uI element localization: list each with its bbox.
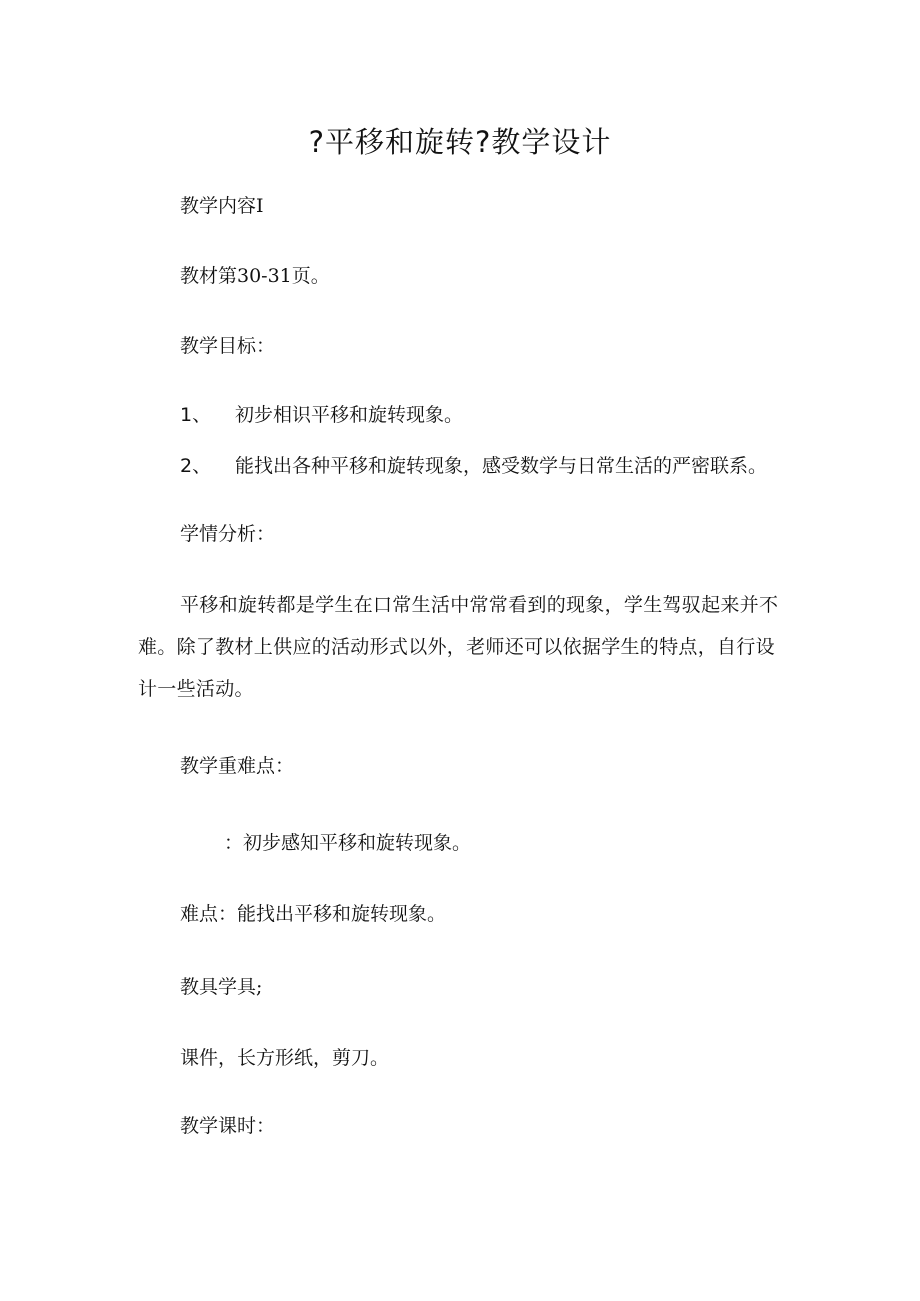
- objective-text: 能找出各种平移和旋转现象，感受数学与日常生活的严密联系。: [235, 455, 768, 477]
- tools-value: 课件，长方形纸，剪刀。: [180, 1047, 390, 1069]
- key-point-text: ：初步感知平移和旋转现象。: [224, 832, 472, 854]
- tools-label: 教具学具;: [180, 976, 263, 998]
- objective-item-1: [180, 401, 463, 429]
- class-hours-label: 教学课时：: [180, 1115, 276, 1137]
- objective-item-2: [180, 452, 767, 480]
- teaching-content-value: 教材第30-31页。: [180, 265, 330, 287]
- analysis-label: 学情分析：: [180, 523, 276, 545]
- key-points-label: 教学重难点：: [180, 755, 295, 777]
- difficulty-text: 难点：能找出平移和旋转现象。: [180, 903, 447, 925]
- analysis-paragraph: 平移和旋转都是学生在口常生活中常常看到的现象，学生驾驭起来并不难。除了教材上供应的活动形式以外，老师还可以依据学生的特点，自行设计一些活动。: [138, 594, 779, 700]
- document-title: ?平移和旋转?教学设计: [308, 125, 612, 159]
- objective-number: 1、: [180, 404, 212, 426]
- objective-text: 初步相识平移和旋转现象。: [235, 404, 464, 426]
- objective-number: 2、: [180, 455, 212, 477]
- teaching-objectives-label: 教学目标：: [180, 335, 276, 357]
- teaching-content-label: 教学内容I: [180, 195, 264, 217]
